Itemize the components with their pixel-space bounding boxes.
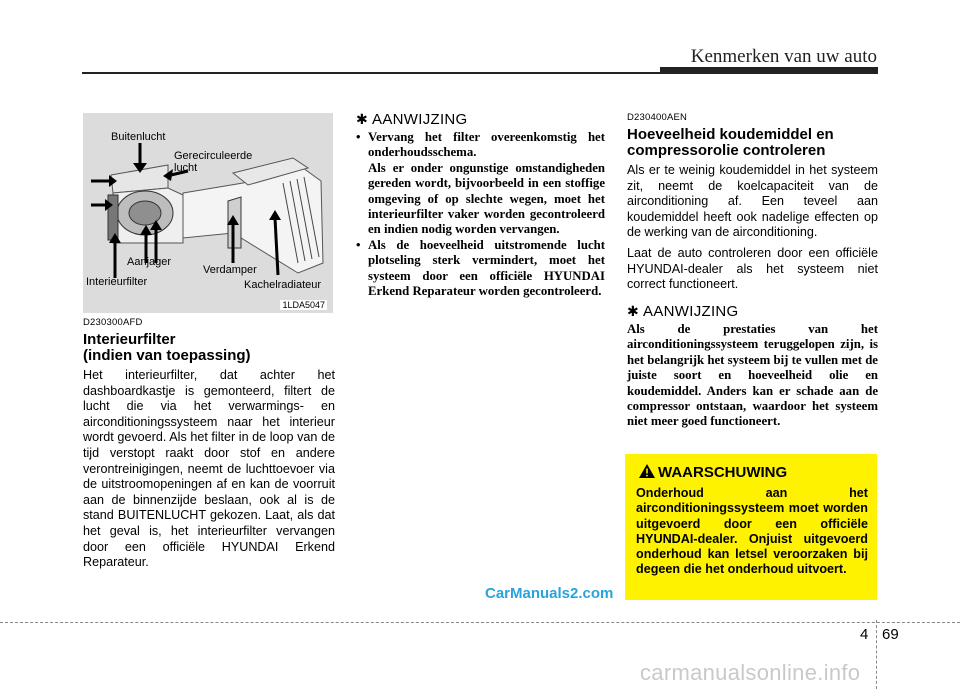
note-heading <box>627 303 739 320</box>
label-interior-filter: Interieurfilter <box>86 276 148 288</box>
cabin-air-filter-diagram <box>83 113 333 313</box>
list-item <box>356 130 605 238</box>
note-bullet-text: • Als de hoeveelheid uitstromende lucht plotseling sterk vermindert, moet het systeem door een officiële HYUNDAI Erkend Reparateur worden gecontroleerd. <box>368 237 605 299</box>
section-subheading: (indien van toepassing) <box>83 347 251 364</box>
note-star-icon: ✱ <box>627 303 640 319</box>
section-heading: Interieurfilter <box>83 331 176 348</box>
header-rule <box>82 72 878 74</box>
note-heading-text: AANWIJZING <box>643 303 739 320</box>
section-code: D230400AEN <box>627 112 688 123</box>
label-outside-air: Buitenlucht <box>111 131 166 143</box>
footer-site-watermark: carmanualsonline.info <box>640 660 861 685</box>
note-star-icon: ✱ <box>356 111 369 127</box>
label-recirculated-air: Gerecirculeerde <box>174 150 253 162</box>
footer-vertical-divider <box>876 620 877 689</box>
note-text: Als de prestaties van het airconditioningssysteem teruggelopen zijn, is het belangrijk het systeem bij te vullen met de juiste soort en hoeveelheid olie en koudemiddel. Anders kan er schade aan de compressor ontstaan, waardoor het systeem niet meer goed functioneert. <box>627 322 878 429</box>
note-bullet-text-cont: Als er onder ongunstige omstandigheden gereden wordt, bijvoorbeeld in een stoffige omgeving of op slechte wegen, moet het interieurfilter vaker worden gecontroleerd en indien nodig worden vervangen. <box>368 160 605 237</box>
label-heater-core: Kachelradiateur <box>244 279 322 291</box>
chapter-number: 4 <box>860 626 869 643</box>
warning-heading <box>639 464 787 481</box>
label-recirculated-air-2: lucht <box>174 162 198 174</box>
section-code: D230300AFD <box>83 317 143 328</box>
section-heading: Hoeveelheid koudemiddel en <box>627 126 834 143</box>
note-list <box>356 130 605 299</box>
running-header-title: Kenmerken van uw auto <box>690 46 877 67</box>
figure-code: 1LDA5047 <box>282 300 325 310</box>
section-body <box>627 163 878 298</box>
label-blower: Aanjager <box>127 256 172 268</box>
note-heading <box>356 111 468 128</box>
note-bullet-text: • Vervang het filter overeenkomstig het onderhoudsschema. <box>368 130 605 160</box>
warning-text: Onderhoud aan het airconditioningssysteem moet worden uitgevoerd door een officiële HYUNDAI-dealer. Onjuist uitgevoerd onderhoud kan letsel veroorzaken bij degeen die het onderhoud uitvoert. <box>636 486 868 577</box>
section-body: Het interieurfilter, dat achter het dashboardkastje is gemonteerd, filtert de lucht die via het verwarmings- en airconditioningssysteem naar het interieur wordt gevoerd. Als het filter in de loop van de tijd verstopt raakt door stof en andere verontreinigingen, neemt de luchttoevoer via de uitstroomopeningen af en kan de voorruit aan de binnenzijde beslaan, ook al is de stand BUITENLUCHT gekozen. Laat, als dat het geval is, het interieurfilter vervangen door een officiële HYUNDAI Erkend Reparateur. <box>83 368 335 570</box>
warning-heading-text: WAARSCHUWING <box>658 464 788 481</box>
list-item <box>356 238 605 300</box>
body-paragraph: Laat de auto controleren door een officiële HYUNDAI-dealer als het systeem niet correct functioneert. <box>627 245 878 292</box>
footer-divider <box>0 622 960 623</box>
warning-triangle-icon <box>639 464 655 478</box>
page-number: 69 <box>882 626 899 643</box>
label-evaporator: Verdamper <box>203 264 257 276</box>
watermark-link[interactable]: CarManuals2.com <box>485 585 614 602</box>
note-heading-text: AANWIJZING <box>372 111 468 128</box>
body-paragraph: Als er te weinig koudemiddel in het systeem zit, neemt de koelcapaciteit van de airconditioning af. Een teveel aan koudemiddel heeft ook nadelige effecten op de werking van de airconditioning. <box>627 163 878 240</box>
section-subheading: compressorolie controleren <box>627 142 826 159</box>
warning-box <box>625 454 877 600</box>
